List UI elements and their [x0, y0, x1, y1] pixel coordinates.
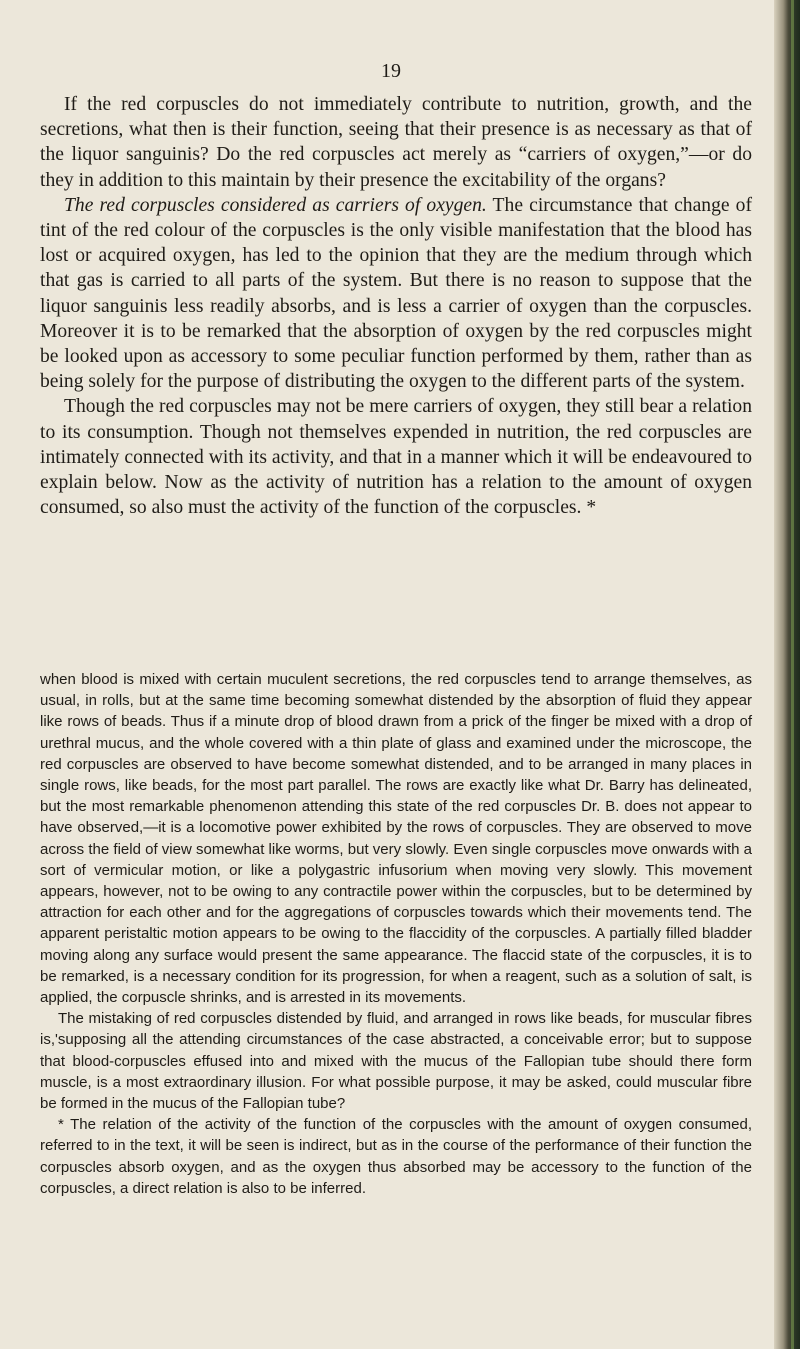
paragraph-3: Though the red corpuscles may not be mere carriers of oxygen, they still bear a relation to its consumption. Though not themselves expended in nutrition, the red corpuscles are intimately connected with its activity, and that in a manner which it will be endeavoured to explain below. Now as the activity of nutrition has a relation to the amount of oxygen consumed, so also must the activity of the function of the corpuscles. *: [40, 396, 752, 519]
paragraph-2-body: The circumstance that change of tint of the red colour of the corpuscles is the only visible manifestation that the blood has lost or acquired oxygen, has led to the opinion that they are the medium through which that gas is carried to all parts of the system. But there is no reason to suppose that the liquor sanguinis less readily absorbs, and is less a carrier of oxygen than the corpuscles. Moreover it is to be remarked that the absorption of oxygen by the red corpuscles might be looked upon as accessory to some peculiar function performed by them, rather than as being solely for the purpose of distributing the oxygen to the different parts of the system.: [40, 194, 753, 393]
page-binding-edge: [774, 0, 800, 1349]
footnote-asterisk: * The relation of the activity of the function of the corpuscles with the amount of oxygen consumed, referred to in the text, it will be seen is indirect, but as in the course of the performance of their function the corpuscles absorb oxygen, and as the oxygen thus absorbed may be accessory to the function of the corpuscles, a direct relation is also to be inferred.: [40, 1116, 752, 1197]
paragraph-2: [40, 193, 752, 395]
section-heading: The red corpuscles considered as carriers of oxygen.: [64, 194, 487, 216]
page-number: 19: [381, 60, 401, 82]
page-edge-stripe: [791, 0, 794, 1349]
footnote-paragraph: The mistaking of red corpuscles distended by fluid, and arranged in rows like beads, for muscular fibres is,'supposing all the attending circumstances of the case abstracted, a conceivable error; but to suppose that blood-corpuscles effused into and mixed with the mucus of the Fallopian tube should there form muscle, is a most extraordinary illusion. For what possible purpose, it may be asked, could muscular fibre be formed in the mucus of the Fallopian tube?: [40, 1010, 752, 1113]
footnote-continuation: when blood is mixed with certain muculent secretions, the red corpuscles tend to arrange themselves, as usual, in rolls, but at the same time becoming somewhat distended by the absorption of fluid they appear like rows of beads. Thus if a minute drop of blood drawn from a prick of the finger be mixed with a drop of urethral mucus, and the whole covered with a thin plate of glass and examined under the microscope, the red corpuscles are observed to have become somewhat distended, and to be arranged in many places in single rows, like beads, for the most part parallel. The rows are exactly like what Dr. Barry has delineated, but the most remarkable phenomenon attending this state of the red corpuscles Dr. B. does not appear to have observed,—it is a locomotive power exhibited by the rows of corpuscles. They are observed to move across the field of view somewhat like worms, but very slowly. Even single corpuscles move onwards with a sort of vermicular motion, or like a polygastric infusorium when moving very slowly. This movement appears, however, not to be owing to any contractile power within the corpuscles, but to be determined by attraction for each other and for the aggregations of corpuscles towards which their movements tend. The apparent peristaltic motion appears to be owing to the flaccidity of the corpuscles. A partially filled bladder moving along any surface would present the same appearance. The flaccid state of the corpuscles, it is to be remarked, is a necessary condition for its progression, for when a reagent, such as a solution of salt, is applied, the corpuscle shrinks, and is arrested in its movements.: [40, 671, 752, 1007]
main-text: [40, 92, 752, 520]
footnotes: [40, 669, 752, 1199]
paragraph-1: If the red corpuscles do not immediately contribute to nutrition, growth, and the secretions, what then is their function, seeing that their presence is as necessary as that of the liquor sanguinis? Do the red corpuscles act merely as “carriers of oxygen,”—or do they in addition to this maintain by their presence the excitability of the organs?: [40, 94, 752, 191]
